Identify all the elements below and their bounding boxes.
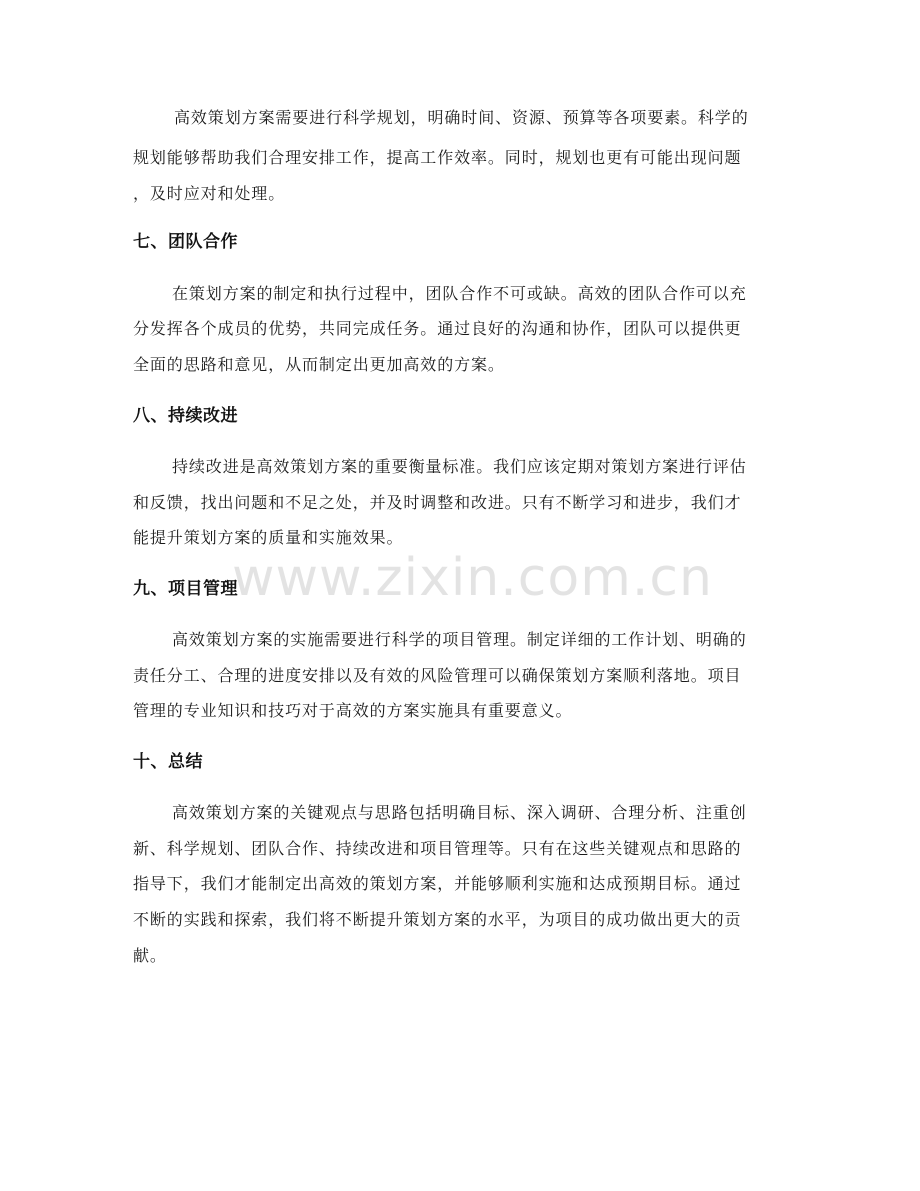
paragraph-line: 管理的专业知识和技巧对于高效的方案实施具有重要意义。 [133, 701, 573, 720]
section-heading-summary: 十、总结 [133, 752, 203, 772]
paragraph-line: 指导下，我们才能制定出高效的策划方案，并能够顺利实施和达成预期目标。通过 [133, 874, 742, 893]
paragraph-line: 责任分工、合理的进度安排以及有效的风险管理可以确保策划方案顺利落地。项目 [133, 666, 742, 685]
paragraph-line: 新、科学规划、团队合作、持续改进和项目管理等。只有在这些关键观点和思路的 [133, 839, 742, 858]
paragraph-line: 全面的思路和意见，从而制定出更加高效的方案。 [133, 355, 505, 374]
paragraph-line: 不断的实践和探索，我们将不断提升策划方案的水平，为项目的成功做出更大的贡 [133, 910, 742, 929]
section-heading-project-management: 九、项目管理 [133, 579, 238, 599]
paragraph-line: 规划能够帮助我们合理安排工作，提高工作效率。同时，规划也更有可能出现问题 [133, 148, 742, 167]
paragraph-line: 在策划方案的制定和执行过程中，团队合作不可或缺。高效的团队合作可以充 [172, 284, 747, 303]
paragraph-line: 高效策划方案需要进行科学规划，明确时间、资源、预算等各项要素。科学的 [174, 108, 749, 127]
paragraph-line: 高效策划方案的关键观点与思路包括明确目标、深入调研、合理分析、注重创 [172, 803, 747, 822]
section-heading-team-cooperation: 七、团队合作 [133, 232, 238, 252]
paragraph-line: 高效策划方案的实施需要进行科学的项目管理。制定详细的工作计划、明确的 [172, 630, 747, 649]
section-heading-continuous-improvement: 八、持续改进 [133, 406, 238, 426]
paragraph-line: 持续改进是高效策划方案的重要衡量标准。我们应该定期对策划方案进行评估 [172, 457, 747, 476]
paragraph-line: 和反馈，找出问题和不足之处，并及时调整和改进。只有不断学习和进步，我们才 [133, 493, 742, 512]
paragraph-line: ，及时应对和处理。 [133, 184, 286, 203]
watermark-text: www.zixin.com.cn [232, 548, 713, 608]
paragraph-line: 能提升策划方案的质量和实施效果。 [133, 528, 404, 547]
paragraph-line: 分发挥各个成员的优势，共同完成任务。通过良好的沟通和协作，团队可以提供更 [133, 319, 742, 338]
paragraph-line: 献。 [133, 946, 167, 965]
